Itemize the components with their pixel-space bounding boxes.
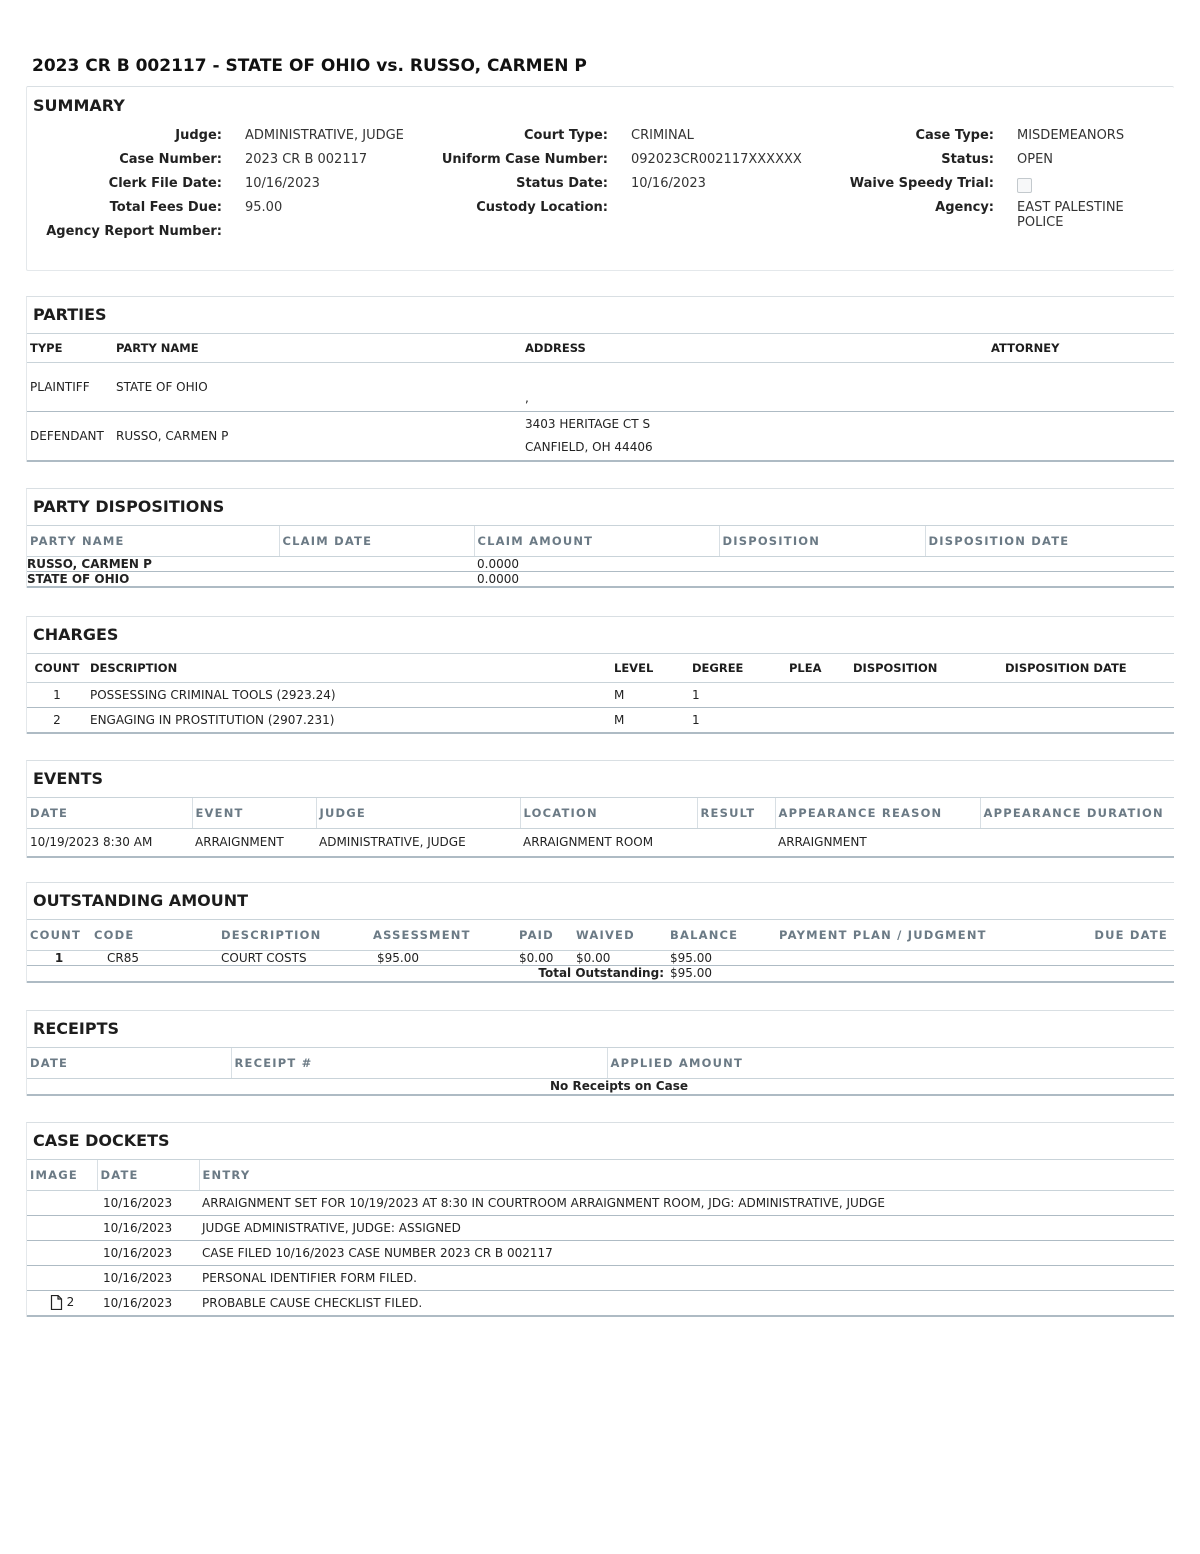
charges-table <box>27 654 1174 734</box>
parties-panel <box>26 296 1174 462</box>
charges-heading: CHARGES <box>27 617 1174 654</box>
column-header-plea: PLEA <box>786 654 850 683</box>
column-header-location: LOCATION <box>520 798 697 829</box>
column-header-description: DESCRIPTION <box>218 920 370 951</box>
disposition-date <box>925 557 1174 572</box>
disposition-party-name: STATE OF OHIO <box>27 572 130 586</box>
docket-date: 10/16/2023 <box>97 1191 199 1216</box>
charge-degree: 1 <box>689 683 786 708</box>
charge-plea <box>786 683 850 708</box>
receipts-heading: RECEIPTS <box>27 1011 1174 1048</box>
column-header-payment-plan: PAYMENT PLAN / JUDGMENT <box>776 920 1026 951</box>
party-type: DEFENDANT <box>30 428 104 443</box>
outstanding-amount-panel <box>26 882 1174 983</box>
party-dispositions-heading: PARTY DISPOSITIONS <box>27 489 1174 526</box>
fee-assessment: $95.00 <box>370 951 516 966</box>
disposition-party-name: RUSSO, CARMEN P <box>27 557 279 572</box>
address-line-1 <box>525 364 985 387</box>
status-label: Status: <box>941 152 994 167</box>
table-row <box>27 1216 1174 1241</box>
party-address <box>522 363 988 412</box>
party-name: RUSSO, CARMEN P <box>116 428 229 443</box>
disposition-value <box>719 557 925 572</box>
table-header-row <box>27 920 1174 951</box>
charge-level: M <box>614 712 625 727</box>
status-value: OPEN <box>1017 152 1054 167</box>
table-row <box>27 557 1174 572</box>
event-date: 10/19/2023 8:30 AM <box>30 835 153 850</box>
address-line-2: , <box>525 391 529 405</box>
event-location: ARRAIGNMENT ROOM <box>523 835 654 850</box>
event-result <box>697 829 775 857</box>
charge-disposition-date <box>1002 683 1174 708</box>
column-header-appearance-reason: APPEARANCE REASON <box>775 798 980 829</box>
column-header-appearance-duration: APPEARANCE DURATION <box>980 798 1174 829</box>
charges-panel <box>26 616 1174 734</box>
docket-image <box>27 1216 97 1241</box>
agency-report-number-label: Agency Report Number: <box>46 224 222 239</box>
events-panel <box>26 760 1174 858</box>
column-header-type: TYPE <box>27 334 113 363</box>
total-outstanding-label: Total Outstanding: <box>538 966 664 981</box>
total-fees-due-label: Total Fees Due: <box>109 200 222 215</box>
fee-description: COURT COSTS <box>218 951 370 966</box>
column-header-receipt-number: RECEIPT # <box>231 1048 607 1079</box>
fee-waived: $0.00 <box>573 951 667 966</box>
table-header-row <box>27 1160 1174 1191</box>
table-header-row <box>27 654 1174 683</box>
column-header-level: LEVEL <box>611 654 689 683</box>
charge-count: 1 <box>27 683 87 708</box>
column-header-judge: JUDGE <box>316 798 520 829</box>
table-row <box>27 1079 1174 1095</box>
docket-entry: CASE FILED 10/16/2023 CASE NUMBER 2023 CR B 002117 <box>199 1241 1174 1266</box>
event-appearance-reason: ARRAIGNMENT <box>778 835 867 850</box>
docket-entry: PERSONAL IDENTIFIER FORM FILED. <box>199 1266 1174 1291</box>
table-row <box>27 363 1174 412</box>
disposition-date <box>925 572 1174 588</box>
column-header-claim-amount: CLAIM AMOUNT <box>474 526 719 557</box>
address-line-2: CANFIELD, OH 44406 <box>525 439 653 454</box>
table-row <box>27 1241 1174 1266</box>
table-row <box>27 1191 1174 1216</box>
column-header-count: COUNT <box>27 654 87 683</box>
charge-level: M <box>611 683 689 708</box>
party-name: STATE OF OHIO <box>113 363 522 412</box>
column-header-paid: PAID <box>516 920 573 951</box>
agency-value: EAST PALESTINE POLICE <box>1017 200 1124 230</box>
column-header-applied-amount: APPLIED AMOUNT <box>607 1048 1174 1079</box>
events-heading: EVENTS <box>27 761 1174 798</box>
custody-location-label: Custody Location: <box>476 200 608 215</box>
column-header-degree: DEGREE <box>689 654 786 683</box>
charge-count: 2 <box>53 712 61 727</box>
column-header-address: ADDRESS <box>522 334 988 363</box>
receipts-panel <box>26 1010 1174 1096</box>
table-row <box>27 572 1174 588</box>
fee-balance: $95.00 <box>667 951 776 966</box>
fee-payment-plan <box>776 951 1026 966</box>
table-row <box>27 1266 1174 1291</box>
table-header-row <box>27 798 1174 829</box>
summary-panel <box>26 86 1174 271</box>
outstanding-amount-heading: OUTSTANDING AMOUNT <box>27 883 1174 920</box>
table-row <box>27 1291 1174 1316</box>
court-type-label: Court Type: <box>524 128 608 143</box>
column-header-disposition-date: DISPOSITION DATE <box>1002 654 1174 683</box>
event-judge: ADMINISTRATIVE, JUDGE <box>319 835 466 850</box>
table-row <box>27 708 1174 733</box>
docket-image <box>27 1266 97 1291</box>
case-number-label: Case Number: <box>119 152 222 167</box>
column-header-description: DESCRIPTION <box>87 654 611 683</box>
docket-image <box>27 1241 97 1266</box>
column-header-count: COUNT <box>27 920 91 951</box>
column-header-claim-date: CLAIM DATE <box>279 526 474 557</box>
docket-entry: PROBABLE CAUSE CHECKLIST FILED. <box>202 1295 423 1310</box>
uniform-case-number-value: 092023CR002117XXXXXX <box>631 152 802 167</box>
column-header-date: DATE <box>27 1048 231 1079</box>
column-header-balance: BALANCE <box>667 920 776 951</box>
charge-description: POSSESSING CRIMINAL TOOLS (2923.24) <box>87 683 611 708</box>
party-address <box>522 412 988 461</box>
case-dockets-panel <box>26 1122 1174 1317</box>
column-header-attorney: ATTORNEY <box>988 334 1174 363</box>
summary-grid <box>27 117 1174 267</box>
fee-code: CR85 <box>91 951 218 966</box>
document-icon[interactable] <box>50 1295 63 1310</box>
clerk-file-date-label: Clerk File Date: <box>108 176 222 191</box>
table-row <box>27 951 1174 966</box>
table-header-row <box>27 526 1174 557</box>
total-outstanding-value: $95.00 <box>670 966 712 981</box>
judge-value: ADMINISTRATIVE, JUDGE <box>245 128 404 143</box>
fee-count: 1 <box>27 951 91 966</box>
column-header-party-name: PARTY NAME <box>113 334 522 363</box>
summary-heading: SUMMARY <box>33 96 125 115</box>
column-header-event: EVENT <box>192 798 316 829</box>
table-row <box>27 683 1174 708</box>
event-type: ARRAIGNMENT <box>195 835 284 850</box>
total-row <box>27 966 1174 982</box>
party-dispositions-table <box>27 526 1174 588</box>
column-header-image: IMAGE <box>27 1160 97 1191</box>
waive-speedy-trial-label: Waive Speedy Trial: <box>849 176 994 191</box>
charge-description: ENGAGING IN PROSTITUTION (2907.231) <box>90 712 335 727</box>
agency-label: Agency: <box>935 200 994 215</box>
column-header-disposition: DISPOSITION <box>719 526 925 557</box>
column-header-due-date: DUE DATE <box>1026 920 1174 951</box>
court-type-value: CRIMINAL <box>631 128 694 143</box>
fee-paid: $0.00 <box>516 951 573 966</box>
no-receipts-message: No Receipts on Case <box>549 1079 688 1094</box>
total-fees-due-value: 95.00 <box>245 200 283 215</box>
case-type-value: MISDEMEANORS <box>1017 128 1125 143</box>
docket-entry: JUDGE ADMINISTRATIVE, JUDGE: ASSIGNED <box>199 1216 1174 1241</box>
docket-image-count[interactable]: 2 <box>66 1295 75 1310</box>
fee-due-date <box>1026 951 1174 966</box>
case-dockets-table <box>27 1160 1174 1317</box>
table-header-row <box>27 1048 1174 1079</box>
charge-degree: 1 <box>692 712 700 727</box>
table-row <box>27 412 1174 461</box>
column-header-party-name: PARTY NAME <box>27 526 279 557</box>
waive-speedy-trial-checkbox[interactable] <box>1017 178 1032 193</box>
column-header-disposition-date: DISPOSITION DATE <box>925 526 1174 557</box>
disposition-value <box>719 572 925 588</box>
case-number-value: 2023 CR B 002117 <box>245 152 368 167</box>
outstanding-amount-table <box>27 920 1174 983</box>
charge-disposition <box>850 708 1002 733</box>
docket-date: 10/16/2023 <box>97 1266 199 1291</box>
docket-date: 10/16/2023 <box>97 1241 199 1266</box>
party-type: PLAINTIFF <box>27 363 113 412</box>
column-header-result: RESULT <box>697 798 775 829</box>
column-header-date: DATE <box>27 798 192 829</box>
events-table <box>27 798 1174 858</box>
column-header-assessment: ASSESSMENT <box>370 920 516 951</box>
docket-image-link[interactable] <box>27 1291 97 1316</box>
status-date-value: 10/16/2023 <box>631 176 706 191</box>
column-header-waived: WAIVED <box>573 920 667 951</box>
docket-entry: ARRAIGNMENT SET FOR 10/19/2023 AT 8:30 IN COURTROOM ARRAIGNMENT ROOM, JDG: ADMINISTRATIVE, JUDGE <box>199 1191 1174 1216</box>
clerk-file-date-value: 10/16/2023 <box>245 176 320 191</box>
docket-date: 10/16/2023 <box>103 1295 173 1310</box>
parties-table <box>27 334 1174 462</box>
table-header-row <box>27 334 1174 363</box>
receipts-table <box>27 1048 1174 1096</box>
column-header-date: DATE <box>97 1160 199 1191</box>
column-header-disposition: DISPOSITION <box>850 654 1002 683</box>
disposition-claim-amount: 0.0000 <box>474 557 719 572</box>
charge-disposition-date <box>1002 708 1174 733</box>
case-dockets-heading: CASE DOCKETS <box>27 1123 1174 1160</box>
party-dispositions-panel <box>26 488 1174 588</box>
address-line-1: 3403 HERITAGE CT S <box>525 416 651 431</box>
column-header-entry: ENTRY <box>199 1160 1174 1191</box>
event-appearance-duration <box>980 829 1174 857</box>
party-attorney <box>988 412 1174 461</box>
charge-plea <box>786 708 850 733</box>
case-title: 2023 CR B 002117 - STATE OF OHIO vs. RUSSO, CARMEN P <box>32 56 587 76</box>
docket-date: 10/16/2023 <box>97 1216 199 1241</box>
disposition-claim-date <box>279 557 474 572</box>
table-row <box>27 829 1174 857</box>
status-date-label: Status Date: <box>516 176 608 191</box>
case-type-label: Case Type: <box>915 128 994 143</box>
judge-label: Judge: <box>175 128 222 143</box>
disposition-claim-date <box>279 572 474 588</box>
disposition-claim-amount: 0.0000 <box>477 572 519 586</box>
parties-heading: PARTIES <box>27 297 1174 334</box>
charge-disposition <box>850 683 1002 708</box>
docket-image <box>27 1191 97 1216</box>
column-header-code: CODE <box>91 920 218 951</box>
uniform-case-number-label: Uniform Case Number: <box>441 152 608 167</box>
party-attorney <box>988 363 1174 412</box>
